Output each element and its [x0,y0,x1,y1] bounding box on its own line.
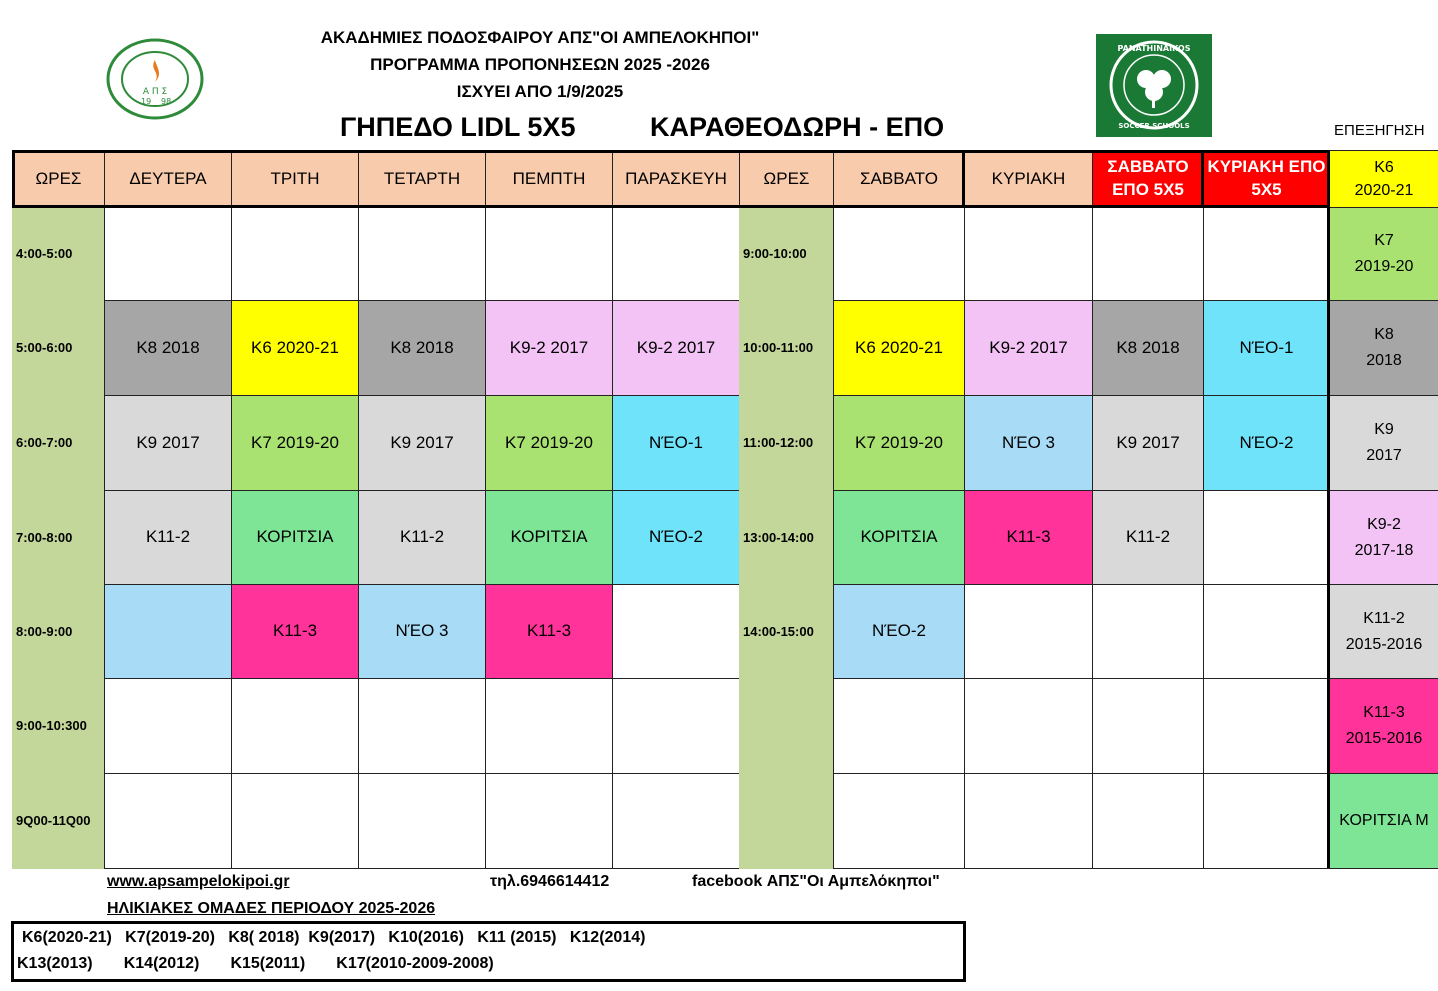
panathinaikos-logo [1096,34,1212,137]
header-hours: ΩΡΕΣ [12,150,105,208]
header-thursday: ΠΕΜΠΤΗ [485,150,613,208]
schedule-cell-thursday: Κ11-3 [485,584,613,679]
header-legend: Κ6 2020-21 [1329,150,1438,208]
header-saturday-epo: ΣΑΒΒΑΤΟ ΕΠΟ 5Χ5 [1092,150,1204,208]
schedule-cell-friday [612,678,740,774]
schedule-cell-saturday: Κ7 2019-20 [833,395,965,491]
facebook-text: facebook ΑΠΣ"Οι Αμπελόκηποι" [692,873,940,890]
schedule-cell-saturday [833,207,965,301]
header-line-3: ΙΣΧΥΕΙ ΑΠΟ 1/9/2025 [456,82,624,101]
schedule-cell-thursday: Κ9-2 2017 [485,300,613,396]
time-slot: 4:00-5:00 [12,207,105,301]
schedule-cell-monday [104,207,232,301]
logo-letters: Α Π Σ [142,87,168,97]
time-slot: 9:00-10:300 [12,678,105,774]
schedule-cell-thursday [485,207,613,301]
time-slot: 9:00-10:00 [739,207,834,301]
schedule-cell-thursday [485,678,613,774]
legend-entry: Κ11-3 2015-2016 [1329,678,1438,774]
header-friday: ΠΑΡΑΣΚΕΥΗ [612,150,740,208]
schedule-cell-wednesday [358,207,486,301]
time-slot: 11:00-12:00 [739,395,834,491]
legend-entry: Κ7 2019-20 [1329,207,1438,301]
schedule-cell-sunday-epo [1203,773,1330,869]
schedule-cell-sunday [964,773,1093,869]
header-divider-red [1201,150,1204,208]
time-slot [739,678,834,774]
time-slot: 8:00-9:00 [12,584,105,679]
header-tuesday: ΤΡΙΤΗ [231,150,359,208]
legend-entry: Κ9-2 2017-18 [1329,490,1438,585]
header-divider [962,150,965,208]
schedule-cell-thursday: ΚΟΡΙΤΣΙΑ [485,490,613,585]
schedule-cell-sunday [964,584,1093,679]
venue-right: ΚΑΡΑΘΕΟΔΩΡΗ - ΕΠΟ [650,112,945,142]
schedule-cell-saturday-epo [1092,678,1204,774]
schedule-cell-friday [612,773,740,869]
schedule-cell-saturday: ΚΟΡΙΤΣΙΑ [833,490,965,585]
table-top-border [12,150,1330,153]
time-slot: 10:00-11:00 [739,300,834,396]
header-bottom-border [12,205,1330,208]
schedule-cell-tuesday [231,207,359,301]
schedule-cell-saturday [833,773,965,869]
time-slot: 9Q00-11Q00 [12,773,105,869]
header-line-2: ΠΡΟΓΡΑΜΜΑ ΠΡΟΠΟΝΗΣΕΩΝ 2025 -2026 [370,55,710,74]
schedule-cell-sunday-epo [1203,207,1330,301]
schedule-cell-friday: ΝΈΟ-1 [612,395,740,491]
schedule-cell-sunday: ΝΈΟ 3 [964,395,1093,491]
club-logo [105,38,205,120]
header-line-1: ΑΚΑΔΗΜΙΕΣ ΠΟΔΟΣΦΑΙΡΟΥ ΑΠΣ"ΟΙ ΑΜΠΕΛΟΚΗΠΟΙ" [320,28,760,47]
schedule-cell-wednesday: Κ11-2 [358,490,486,585]
schedule-cell-tuesday [231,678,359,774]
header-hours-weekend: ΩΡΕΣ [739,150,834,208]
header-left-border [12,150,15,208]
legend-entry: Κ9 2017 [1329,395,1438,491]
schedule-cell-saturday-epo [1092,207,1204,301]
schedule-cell-monday [104,773,232,869]
header-sunday-epo: ΚΥΡΙΑΚΗ ΕΠΟ 5Χ5 [1203,150,1330,208]
header-wednesday: ΤΕΤΑΡΤΗ [358,150,486,208]
logo-year-b: 98 [161,97,172,106]
time-slot: 7:00-8:00 [12,490,105,585]
schedule-cell-saturday: ΝΈΟ-2 [833,584,965,679]
website-link[interactable]: www.apsampelokipoi.gr [107,873,290,890]
logo-bottom-text: SOCCER SCHOOLS [1118,122,1190,130]
schedule-cell-tuesday: Κ6 2020-21 [231,300,359,396]
schedule-cell-monday: Κ11-2 [104,490,232,585]
schedule-cell-tuesday: Κ7 2019-20 [231,395,359,491]
schedule-cell-sunday [964,678,1093,774]
schedule-cell-saturday-epo [1092,773,1204,869]
logo-year-a: 19 [141,97,152,106]
schedule-cell-tuesday [231,773,359,869]
schedule-cell-sunday: Κ11-3 [964,490,1093,585]
schedule-cell-saturday [833,678,965,774]
age-groups-line-1: Κ6(2020-21) Κ7(2019-20) Κ8( 2018) Κ9(2017) Κ10(2016) Κ11 (2015) Κ12(2014) [22,929,646,946]
schedule-cell-sunday [964,207,1093,301]
schedule-cell-monday: Κ8 2018 [104,300,232,396]
legend-entry: Κ11-2 2015-2016 [1329,584,1438,679]
venue-left: ΓΗΠΕΔΟ LIDL 5X5 [340,112,576,142]
schedule-cell-wednesday [358,678,486,774]
schedule-cell-saturday-epo: Κ11-2 [1092,490,1204,585]
legend-entry: ΚΟΡΙΤΣΙΑ Μ [1329,773,1438,869]
age-groups-title: ΗΛΙΚΙΑΚΕΣ ΟΜΑΔΕΣ ΠΕΡΙΟΔΟΥ 2025-2026 [107,900,436,917]
phone-number: τηλ.6946614412 [490,873,610,890]
schedule-cell-friday [612,207,740,301]
schedule-cell-wednesday: Κ9 2017 [358,395,486,491]
time-slot: 6:00-7:00 [12,395,105,491]
schedule-cell-thursday: Κ7 2019-20 [485,395,613,491]
schedule-cell-sunday: Κ9-2 2017 [964,300,1093,396]
schedule-cell-friday [612,584,740,679]
schedule-cell-sunday-epo: ΝΈΟ-2 [1203,395,1330,491]
schedule-cell-monday: Κ9 2017 [104,395,232,491]
schedule-cell-saturday-epo: Κ9 2017 [1092,395,1204,491]
schedule-cell-sunday-epo: ΝΈΟ-1 [1203,300,1330,396]
age-groups-line-2: Κ13(2013) Κ14(2012) Κ15(2011) Κ17(2010-2009-2008) [17,955,494,972]
time-slot: 14:00-15:00 [739,584,834,679]
schedule-cell-tuesday: Κ11-3 [231,584,359,679]
schedule-cell-saturday-epo: Κ8 2018 [1092,300,1204,396]
schedule-cell-thursday [485,773,613,869]
legend-title: ΕΠΕΞΗΓΗΣΗ [1334,122,1425,139]
schedule-cell-sunday-epo [1203,678,1330,774]
legend-entry: Κ8 2018 [1329,300,1438,396]
table-right-border [1327,150,1330,868]
schedule-cell-friday: Κ9-2 2017 [612,300,740,396]
schedule-cell-monday [104,678,232,774]
schedule-cell-sunday-epo [1203,584,1330,679]
time-slot: 13:00-14:00 [739,490,834,585]
schedule-cell-sunday-epo [1203,490,1330,585]
schedule-cell-wednesday: Κ8 2018 [358,300,486,396]
header-saturday: ΣΑΒΒΑΤΟ [833,150,965,208]
schedule-cell-friday: ΝΈΟ-2 [612,490,740,585]
schedule-cell-saturday: Κ6 2020-21 [833,300,965,396]
schedule-cell-wednesday: ΝΈΟ 3 [358,584,486,679]
schedule-cell-monday [104,584,232,679]
schedule-cell-tuesday: ΚΟΡΙΤΣΙΑ [231,490,359,585]
time-slot [739,773,834,869]
schedule-cell-saturday-epo [1092,584,1204,679]
header-monday: ΔΕΥΤΕΡΑ [104,150,232,208]
header-sunday: ΚΥΡΙΑΚΗ [964,150,1093,208]
logo-top-text: PANATHINAIKOS [1117,44,1191,53]
time-slot: 5:00-6:00 [12,300,105,396]
schedule-cell-wednesday [358,773,486,869]
